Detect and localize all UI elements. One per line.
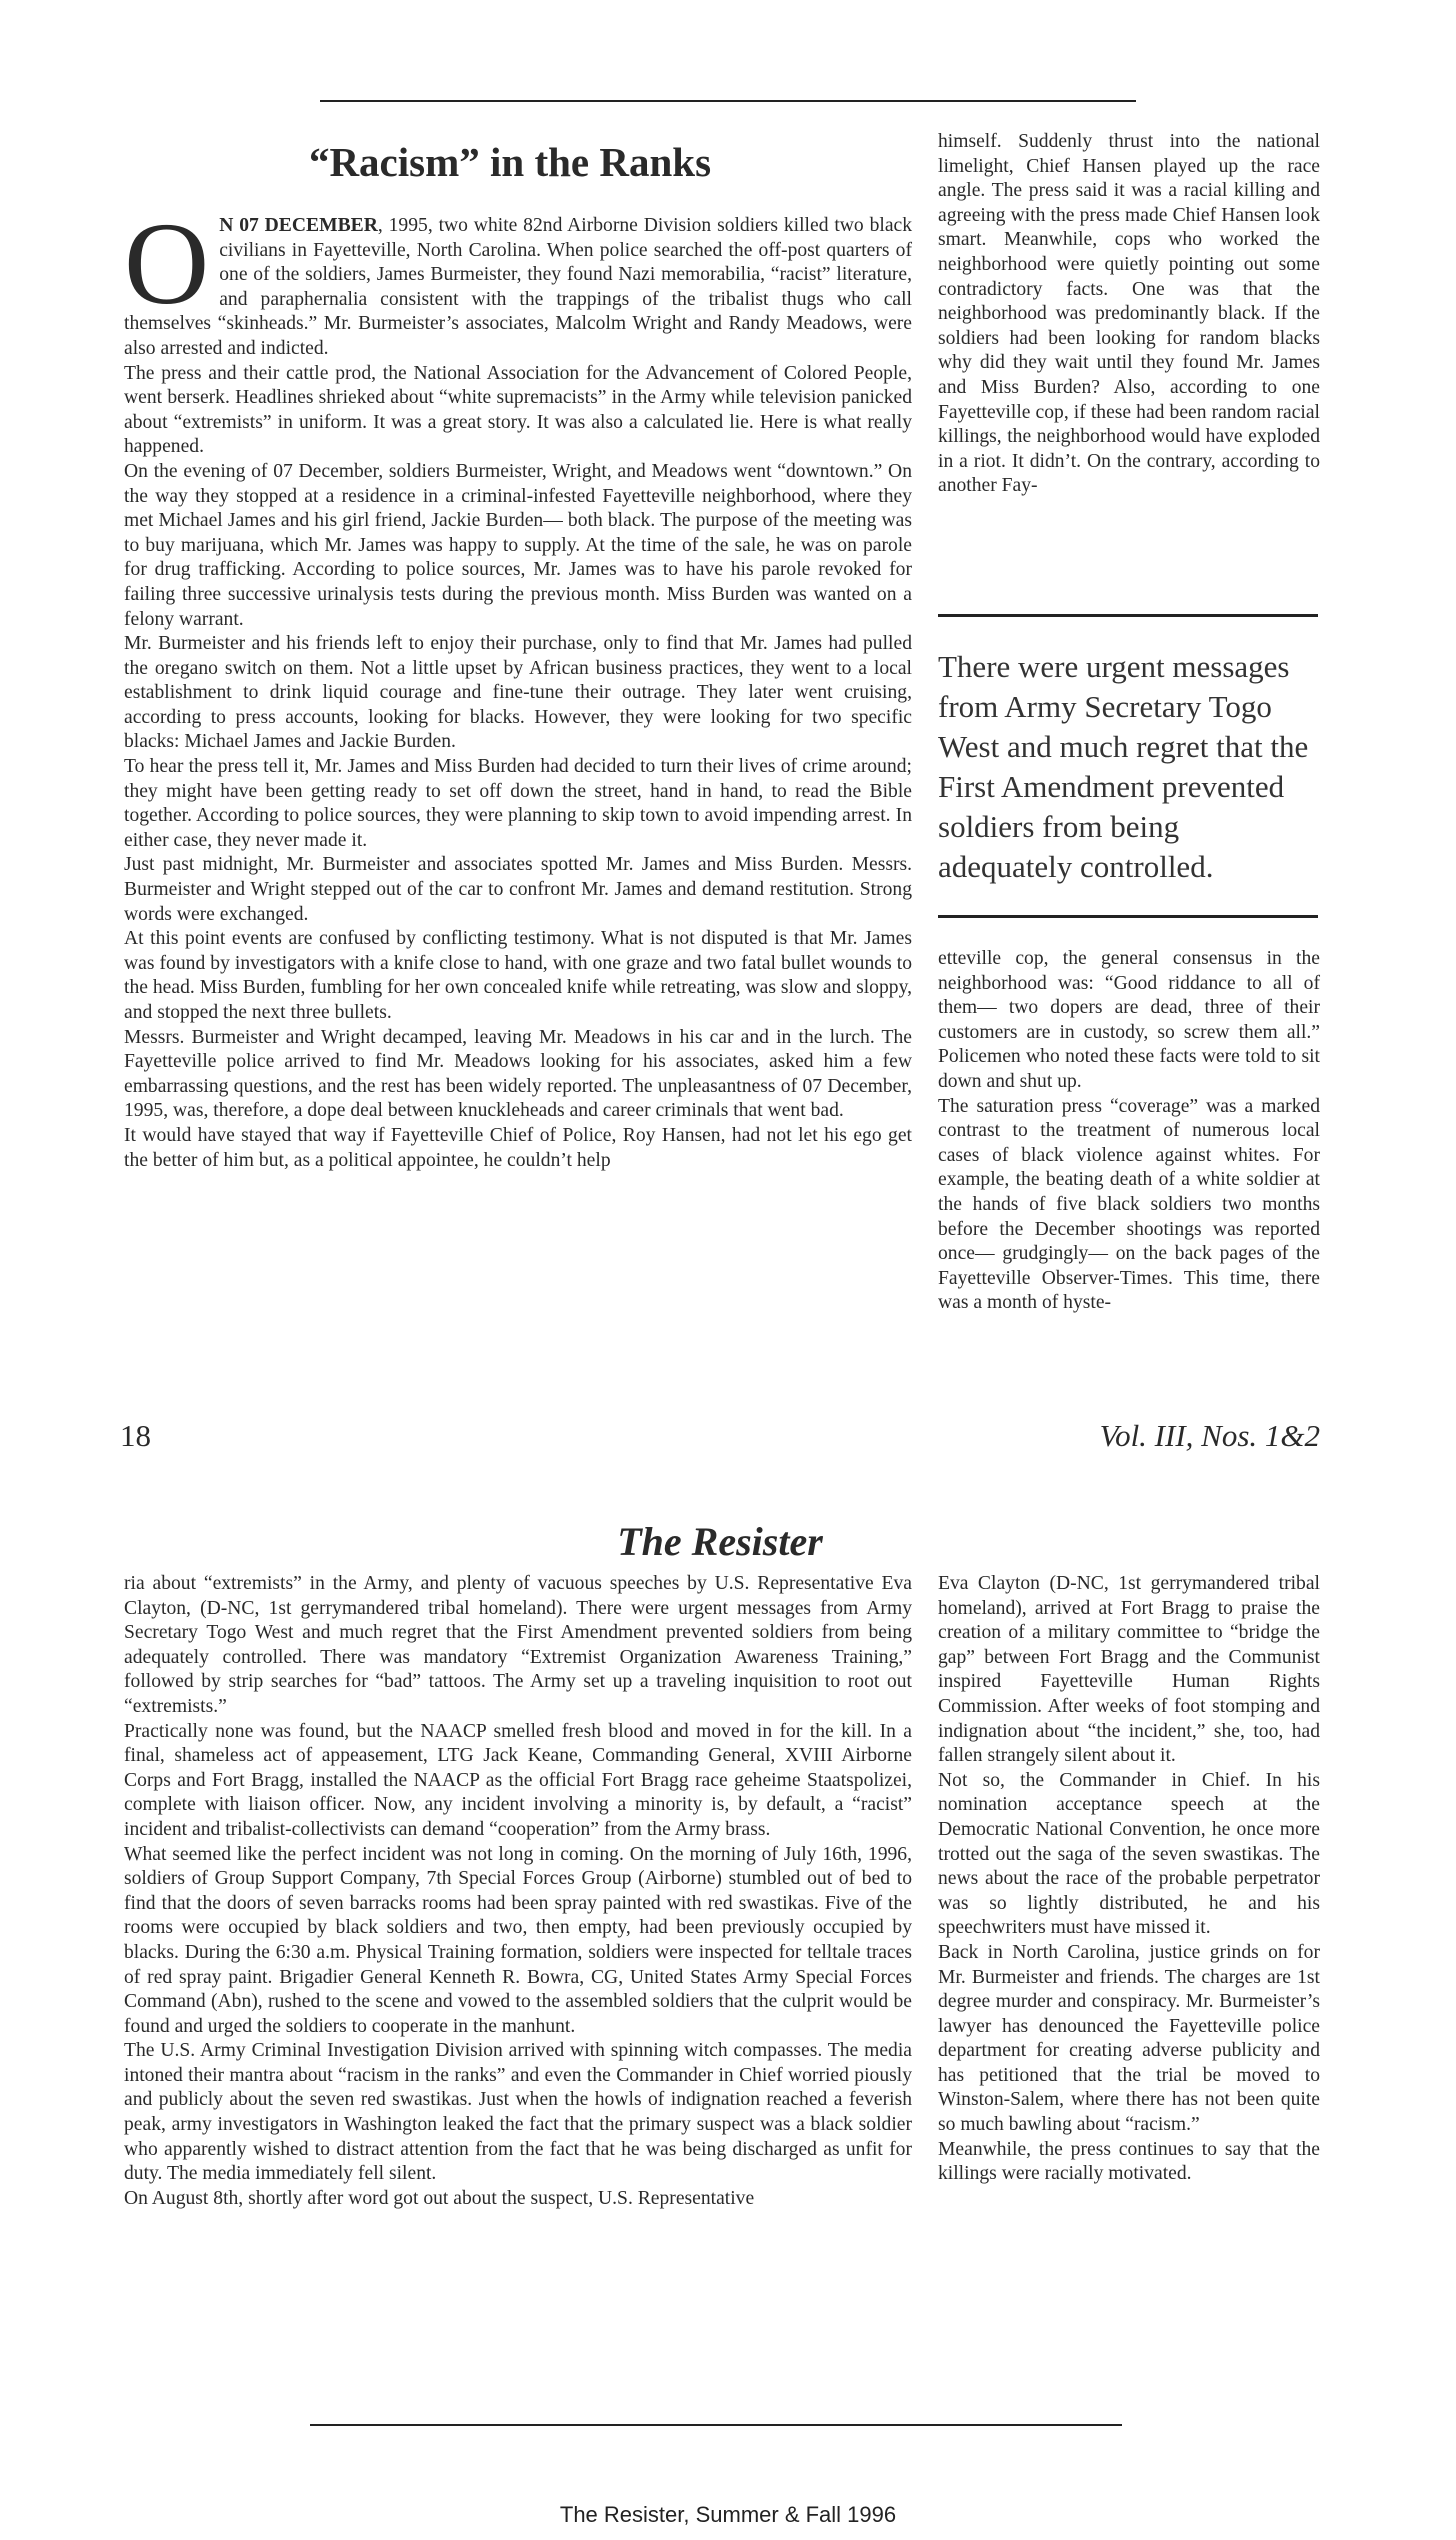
pull-quote-top-rule — [938, 614, 1318, 617]
page-number: 18 — [120, 1418, 151, 1453]
paragraph: The press and their cattle prod, the National Association for the Advancement of Colored People, went berserk. Headlines shrieked about “white supremacists” in the Army while television panicked about “extremists” in uniform. It was a great story. It was also a calculated lie. Here is what really happened. — [124, 362, 912, 458]
paragraph: Just past midnight, Mr. Burmeister and associates spotted Mr. James and Miss Burden. Messrs. Burmeister and Wright stepped out of the car to confront Mr. James and demand restitution. Strong words were exchanged. — [124, 854, 912, 925]
paragraph: etteville cop, the general consensus in the neighborhood was: “Good riddance to all of them— two dopers are dead, three of their customers are in custody, so screw them all.” Policemen who noted these facts were told to sit down and shut up. — [938, 948, 1320, 1092]
volume-label: Vol. III, Nos. 1&2 — [1099, 1418, 1320, 1453]
lead-caps: N 07 DECEMBER — [219, 215, 378, 236]
pull-quote-bottom-rule — [938, 915, 1318, 918]
paragraph: To hear the press tell it, Mr. James and Miss Burden had decided to turn their lives of crime around; they might have been getting ready to set off down the street, hand in hand, to read the Bible together. According to police sources, they were planning to skip town to avoid impending arrest. In either case, they never made it. — [124, 756, 912, 851]
top-rule — [320, 100, 1136, 102]
paragraph: The U.S. Army Criminal Investigation Division arrived with spinning witch compasses. The media intoned their mantra about “racism in the ranks” and even the Commander in Chief worried piously and publicly about the seven red swastikas. Just when the howls of indignation reached a feverish peak, army investigators in Washington leaked the fact that the primary suspect was a black soldier who apparently wished to distract attention from the fact that he was being discharged as unfit for duty. The media immediately fell silent. — [124, 2040, 912, 2185]
page2-column-2 — [938, 1572, 1320, 2187]
paragraph: Eva Clayton (D-NC, 1st gerrymandered tribal homeland), arrived at Fort Bragg to praise the creation of a military committee to “bridge the gap” between Fort Bragg and the Communist inspired Fayetteville Human Rights Commission. After weeks of foot stomping and indignation about “the incident,” she, too, had fallen strangely silent about it. — [938, 1573, 1320, 1767]
running-head: The Resister — [617, 1519, 823, 1564]
paragraph: At this point events are confused by conflicting testimony. What is not disputed is that Mr. James was found by investigators with a knife close to hand, with one graze and two fatal bullet wounds to the head. Miss Burden, fumbling for her own concealed knife while retreating, was slow and sloppy, and stopped the next three bullets. — [124, 928, 912, 1023]
page2-column-1 — [124, 1572, 912, 2211]
paragraph: On the evening of 07 December, soldiers Burmeister, Wright, and Meadows went “downtown.” On the way they stopped at a residence in a criminal-infested Fayetteville neighborhood, where they met Michael James and his girl friend, Jackie Burden— both black. The purpose of the meeting was to buy marijuana, which Mr. James was happy to supply. At the time of the sale, he was on parole for drug trafficking. According to police sources, Mr. James was to have his parole revoked for failing three successive urinalysis tests during the previous month. Miss Burden was wanted on a felony warrant. — [124, 460, 912, 630]
paragraph: ria about “extremists” in the Army, and plenty of vacuous speeches by U.S. Representative Eva Clayton, (D-NC, 1st gerrymandered tribal homeland). There were urgent messages from Army Secretary Togo West and much regret that the First Amendment prevented soldiers from being adequately controlled. There was mandatory “Extremist Organization Awareness Training,” followed by strip searches for “bad” tattoos. The Army set up a traveling inquisition to root out “extremists.” — [124, 1573, 912, 1717]
bottom-rule — [310, 2424, 1122, 2426]
paragraph: Back in North Carolina, justice grinds on for Mr. Burmeister and friends. The charges are 1st degree murder and conspiracy. Mr. Burmeister’s lawyer has denounced the Fayetteville police department for creating adverse publicity and has petitioned that the trial be moved to Winston-Salem, where there has not been quite so much bawling about “racism.” — [938, 1941, 1320, 2136]
paragraph: Meanwhile, the press continues to say that the killings were racially motivated. — [938, 2138, 1320, 2185]
paragraph: What seemed like the perfect incident was not long in coming. On the morning of July 16th, 1996, soldiers of Group Support Company, 7th Special Forces Group (Airborne) stumbled out of bed to find that the doors of seven barracks rooms had been spray painted with red swastikas. Five of the rooms were occupied by black soldiers and two, then empty, had been previously occupied by blacks. During the 6:30 a.m. Physical Training formation, soldiers were inspected for telltale traces of red spray paint. Brigadier General Kenneth R. Bowra, CG, United States Army Special Forces Command (Abn), rushed to the scene and vowed to the assembled soldiers that the culprit would be found and urged the soldiers to cooperate in the manhunt. — [124, 1843, 912, 2037]
lead-text: , 1995, two white 82nd Airborne Division soldiers killed two black civilians in Fayetteville, North Carolina. When police searched the off-post quarters of one of the soldiers, James Burmeister, they found Nazi memorabilia, “racist” literature, and paraphernalia consistent with the trappings of the tribalist thugs who call themselves “skinheads.” Mr. Burmeister’s associates, Malcolm Wright and Randy Meadows, were also arrested and indicted. — [124, 215, 913, 359]
article-title: “Racism” in the Ranks — [308, 139, 712, 185]
drop-cap: O — [124, 198, 210, 329]
paragraph: Messrs. Burmeister and Wright decamped, leaving Mr. Meadows in his car and in the lurch. The Fayetteville police arrived to find Mr. Meadows looking for his associates, asked him a few embarrassing questions, and the rest has been widely reported. The unpleasantness of 07 December, 1995, was, therefore, a dope deal between knuckleheads and career criminals that went bad. — [124, 1026, 912, 1122]
article-column-1 — [124, 198, 913, 1173]
paragraph: It would have stayed that way if Fayetteville Chief of Police, Roy Hansen, had not let his ego get the better of him but, as a political appointee, he couldn’t help — [124, 1124, 912, 1171]
pull-quote: There were urgent messages from Army Secretary Togo West and much regret that the First Amendment prevented soldiers from being adequately controlled. — [938, 649, 1309, 884]
article-column-2-bottom — [938, 947, 1320, 1316]
footer: The Resister, Summer & Fall 1996 — [559, 2502, 897, 2527]
paragraph: Practically none was found, but the NAACP smelled fresh blood and moved in for the kill. In a final, shameless act of appeasement, LTG Jack Keane, Commanding General, XVIII Airborne Corps and Fort Bragg, installed the NAACP as the official Fort Bragg race geheime Staatspolizei, complete with liaison officer. Now, any incident involving a minority is, by default, a “racist” incident and tribalist-collectivists can demand “cooperation” from the Army brass. — [124, 1720, 912, 1840]
paragraph: The saturation press “coverage” was a marked contrast to the treatment of numerous local cases of black violence against whites. For example, the beating death of a white soldier at the hands of five black soldiers two months before the December shootings was reported once— grudgingly— on the back pages of the Fayetteville Observer-Times. This time, there was a month of hyste- — [938, 1095, 1320, 1314]
paragraph: On August 8th, shortly after word got out about the suspect, U.S. Representative — [124, 2187, 755, 2209]
paragraph: himself. Suddenly thrust into the national limelight, Chief Hansen played up the race angle. The press said it was a racial killing and agreeing with the press made Chief Hansen look smart. Meanwhile, cops who worked the neighborhood were quietly pointing out some contradictory facts. One was that the neighborhood was predominantly black. If the soldiers had been looking for random blacks why did they wait until they found Mr. James and Miss Burden? Also, according to one Fayetteville cop, if these had been random racial killings, the neighborhood would have exploded in a riot. It didn’t. On the contrary, according to another Fay- — [938, 131, 1320, 497]
article-lead-paragraph — [124, 198, 913, 362]
paragraph: Mr. Burmeister and his friends left to enjoy their purchase, only to find that Mr. James had pulled the oregano switch on them. Not a little upset by African business practices, they went to a local establishment to drink liquid courage and fine-tune their outrage. They later went cruising, according to press accounts, looking for blacks. However, they were looking for two specific blacks: Michael James and Jackie Burden. — [124, 633, 912, 753]
article-column-2-top — [938, 130, 1320, 499]
paragraph: Not so, the Commander in Chief. In his nomination acceptance speech at the Democratic National Convention, he once more trotted out the saga of the seven swastikas. The news about the race of the probable perpetrator was so lightly distributed, he and his speechwriters must have missed it. — [938, 1769, 1320, 1939]
